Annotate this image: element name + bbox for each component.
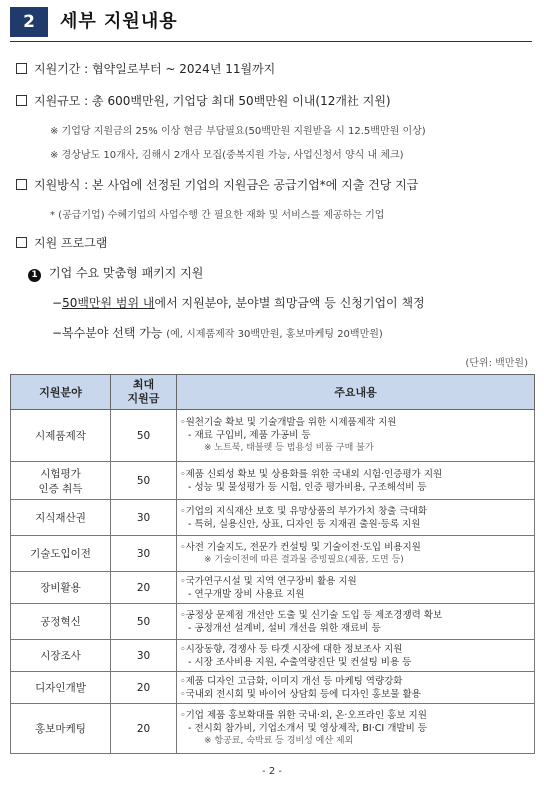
table-row xyxy=(11,410,535,462)
cell-content xyxy=(177,672,535,704)
program-detail-1-rest: 에서 지원분야, 분야별 희망금액 등 신청기업이 책정 xyxy=(154,296,425,310)
checkbox-square-icon xyxy=(16,179,27,190)
cell-max-amount: 50 xyxy=(111,462,177,500)
content-line: - 전시회 참가비, 기업소개서 및 영상제작, BI·CI 개발비 등 xyxy=(188,723,427,734)
table-row xyxy=(11,704,535,754)
cell-field: 지식재산권 xyxy=(11,500,111,536)
table-row xyxy=(11,672,535,704)
support-scale xyxy=(16,92,391,109)
content-line: - 연구개발 장비 사용료 지원 xyxy=(188,588,305,600)
page-number: - 2 - xyxy=(262,766,282,777)
cell-max-amount: 30 xyxy=(111,500,177,536)
support-table xyxy=(10,374,535,754)
scale-note-2: ※ 경상남도 10개사, 김해시 2개사 모집(중복지원 가능, 사업신청서 양식 내 체크) xyxy=(50,150,404,161)
support-scale-text: 지원규모 : 총 600백만원, 기업당 최대 50백만원 이내(12개社 지원) xyxy=(34,94,391,108)
support-method-text: 지원방식 : 본 사업에 선정된 기업의 지원금은 공급기업*에 지출 건당 지급 xyxy=(34,178,419,192)
numbered-circle-icon: 1 xyxy=(28,269,41,282)
content-line: ◦시장동향, 경쟁사 등 타겟 시장에 대한 정보조사 지원 xyxy=(180,643,403,655)
table-row xyxy=(11,604,535,640)
table-row xyxy=(11,536,535,572)
header-field: 지원분야 xyxy=(11,375,111,410)
budget-range-underlined: 50백만원 범위 내 xyxy=(62,296,155,310)
table-row xyxy=(11,572,535,604)
support-program-text: 지원 프로그램 xyxy=(34,236,108,250)
content-line: - 특허, 실용신안, 상표, 디자인 등 지재권 출원·등록 지원 xyxy=(188,518,421,530)
cell-content xyxy=(177,604,535,640)
section-number: 2 xyxy=(10,7,48,37)
program-detail-1 xyxy=(52,294,425,311)
cell-field: 홍보마케팅 xyxy=(11,704,111,754)
content-line: ◦기업의 지식재산 보호 및 유망상품의 부가가치 창출 극대화 xyxy=(180,505,427,517)
cell-content xyxy=(177,704,535,754)
table-row xyxy=(11,640,535,672)
program-item-text: 기업 수요 맞춤형 패키지 지원 xyxy=(49,266,204,280)
checkbox-square-icon xyxy=(16,63,27,74)
header-max: 최대 지원금 xyxy=(111,375,177,410)
content-line: - 시장 조사비용 지원, 수출역량진단 및 컨설팅 비용 등 xyxy=(188,656,412,668)
cell-max-amount: 50 xyxy=(111,410,177,462)
cell-max-amount: 50 xyxy=(111,604,177,640)
cell-field: 디자인개발 xyxy=(11,672,111,704)
cell-field: 시장조사 xyxy=(11,640,111,672)
cell-field: 시험평가 인증 취득 xyxy=(11,462,111,500)
cell-content xyxy=(177,462,535,500)
content-line: ◦사전 기술지도, 전문가 컨설팅 및 기술이전·도입 비용지원 xyxy=(180,541,421,553)
section-header xyxy=(10,7,532,37)
cell-field: 기술도입이전 xyxy=(11,536,111,572)
content-line: ◦제품 디자인 고급화, 이미지 개선 등 마케팅 역량강화 xyxy=(180,675,403,687)
cell-content xyxy=(177,572,535,604)
support-method xyxy=(16,176,418,193)
cell-content xyxy=(177,640,535,672)
program-detail-2 xyxy=(52,324,383,341)
header-content: 주요내용 xyxy=(177,375,535,410)
table-row xyxy=(11,500,535,536)
table-header-row xyxy=(11,375,535,410)
content-line: - 재료 구입비, 제품 가공비 등 xyxy=(188,430,311,441)
cell-content xyxy=(177,500,535,536)
content-line: ◦제품 신뢰성 확보 및 상용화를 위한 국내외 시험·인증평가 지원 xyxy=(180,468,443,480)
content-line: ◦공정상 문제점 개선안 도출 및 신기술 도입 등 제조경쟁력 확보 xyxy=(180,609,443,621)
content-line: ※ 기술이전에 따른 결과물 증빙필요(제품, 도면 등) xyxy=(204,554,404,565)
cell-max-amount: 20 xyxy=(111,704,177,754)
cell-content xyxy=(177,536,535,572)
content-line: ※ 항공료, 숙박료 등 경비성 예산 제외 xyxy=(204,736,354,746)
header-divider xyxy=(10,41,532,42)
checkbox-square-icon xyxy=(16,95,27,106)
program-detail-2-main: −복수분야 선택 가능 xyxy=(52,326,163,340)
cell-max-amount: 30 xyxy=(111,536,177,572)
cell-content xyxy=(177,410,535,462)
scale-note-1: ※ 기업당 지원금의 25% 이상 현금 부담필요(50백만원 지원받을 시 12.5백만원 이상) xyxy=(50,126,426,137)
program-item xyxy=(28,264,203,282)
content-line: ◦원천기술 확보 및 기술개발을 위한 시제품제작 지원 xyxy=(180,417,397,428)
cell-field: 공정혁신 xyxy=(11,604,111,640)
cell-max-amount: 20 xyxy=(111,672,177,704)
content-line: ◦국내외 전시회 및 바이어 상담회 등에 디자인 홍보물 활용 xyxy=(180,688,421,700)
support-program xyxy=(16,234,107,251)
dash-prefix: − xyxy=(52,296,63,310)
content-line: - 공정개선 설계비, 설비 개선을 위한 재료비 등 xyxy=(188,622,381,634)
content-line: ※ 노트북, 태블렛 등 범용성 비품 구매 불가 xyxy=(204,443,374,453)
content-line: ◦국가연구시설 및 지역 연구장비 활용 지원 xyxy=(180,575,357,587)
support-period xyxy=(16,60,275,77)
content-line: - 성능 및 물성평가 등 시험, 인증 평가비용, 구조해석비 등 xyxy=(188,481,427,493)
cell-field: 시제품제작 xyxy=(11,410,111,462)
content-line: ◦기업 제품 홍보확대를 위한 국내·외, 온·오프라인 홍보 지원 xyxy=(180,710,427,721)
unit-label: (단위: 백만원) xyxy=(465,358,528,369)
table-row xyxy=(11,462,535,500)
checkbox-square-icon xyxy=(16,237,27,248)
method-note: * (공급기업) 수혜기업의 사업수행 간 필요한 재화 및 서비스를 제공하는 기업 xyxy=(50,210,385,221)
cell-max-amount: 20 xyxy=(111,572,177,604)
cell-max-amount: 30 xyxy=(111,640,177,672)
support-period-text: 지원기간 : 협약일로부터 ~ 2024년 11월까지 xyxy=(34,62,276,76)
cell-field: 장비활용 xyxy=(11,572,111,604)
program-detail-2-example: (예, 시제품제작 30백만원, 홍보마케팅 20백만원) xyxy=(166,329,383,340)
section-title: 세부 지원내용 xyxy=(60,11,178,32)
